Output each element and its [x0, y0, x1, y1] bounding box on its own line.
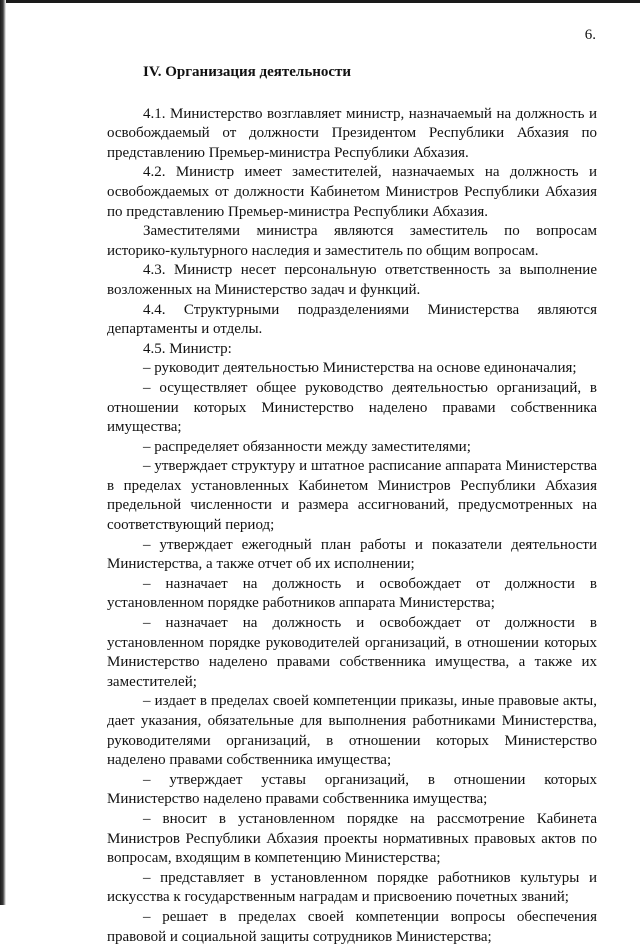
list-item: – осуществляет общее руководство деятельностью организаций, в отношении которых Министерство наделено правами собственника имущества; [107, 379, 597, 436]
list-item: – распределяет обязанности между заместителями; [143, 438, 471, 455]
list-item: – вносит в установленном порядке на рассмотрение Кабинета Министров Республики Абхазия проекты нормативных правовых актов по вопросам, входящим в компетенцию Министерства; [107, 810, 597, 867]
list-item: – утверждает структуру и штатное расписание аппарата Министерства в пределах установленных Кабинетом Министров Республики Абхазия предельной численности и размера ассигнований, предусмотренных на соответствующий период; [107, 458, 597, 534]
paragraph-4-3: 4.3. Министр несет персональную ответственность за выполнение возложенных на Министерство задач и функций. [107, 262, 597, 298]
list-item: – представляет в установленном порядке работников культуры и искусства к государственным наградам и присвоению почетных званий; [107, 869, 597, 906]
list-item: – руководит деятельностью Министерства на основе единоначалия; [143, 360, 577, 377]
paragraph-4-4: 4.4. Структурными подразделениями Министерства являются департаменты и отделы. [107, 301, 597, 338]
paragraph-4-1: 4.1. Министерство возглавляет министр, назначаемый на должность и освобождаемый от должности Президентом Республики Абхазия по представлению Премьер-министра Республики Абхазия. [107, 105, 597, 161]
list-item: – утверждает уставы организаций, в отношении которых Министерство наделено правами собственника имущества; [107, 771, 597, 808]
paragraph-4-2: 4.2. Министр имеет заместителей, назначаемых на должность и освобождаемых от должности Кабинетом Министров Республики Абхазия по представлению Премьер-министра Республики Абхазия. [107, 164, 597, 220]
paragraph-4-5: 4.5. Министр: [143, 340, 232, 357]
list-item: – назначает на должность и освобождает от должности в установленном порядке руководителей организаций, в отношении которых Министерство наделено правами собственника имущества, а также их заместителей; [107, 615, 597, 690]
scan-edge-left [0, 0, 6, 905]
list-item: – утверждает ежегодный план работы и показатели деятельности Министерства, а также отчет об их исполнении; [107, 536, 597, 573]
section-heading: IV. Организация деятельности [143, 64, 352, 80]
page-number: 6. [584, 27, 596, 43]
paragraph-deputies: Заместителями министра являются заместитель по вопросам историко-культурного наследия и заместитель по общим вопросам. [107, 223, 597, 259]
scan-edge-top [0, 0, 640, 3]
list-item: – решает в пределах своей компетенции вопросы обеспечения правовой и социальной защиты сотрудников Министерства; [107, 908, 597, 945]
document-body [107, 63, 597, 947]
list-item: – назначает на должность и освобождает от должности в установленном порядке работников аппарата Министерства; [107, 575, 597, 612]
list-item: – издает в пределах своей компетенции приказы, иные правовые акты, дает указания, обязательные для выполнения работниками Министерства, руководителями организаций, в отношении которых Министерство наделено правами собственника имущества; [107, 693, 597, 769]
